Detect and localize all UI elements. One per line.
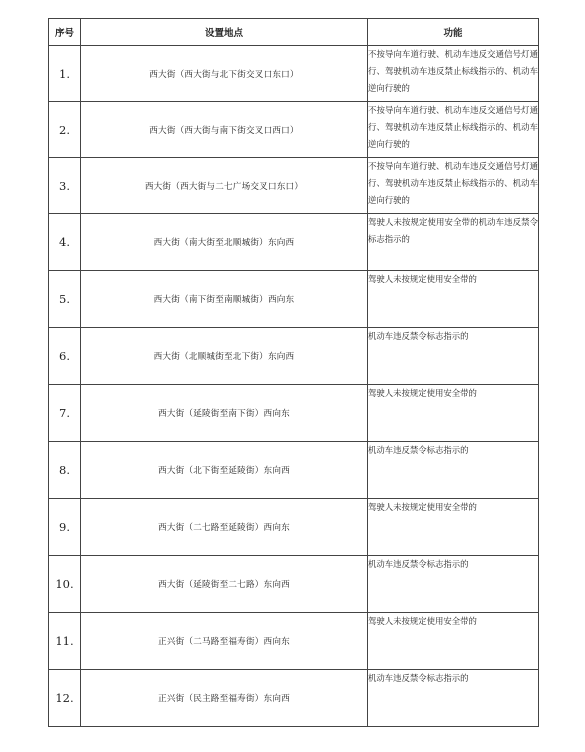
row-index: 10. xyxy=(49,556,81,613)
row-index: 2. xyxy=(49,102,81,158)
row-function: 不按导向车道行驶、机动车违反交通信号灯通行、驾驶机动车违反禁止标线指示的、机动车逆向行驶的 xyxy=(368,102,539,158)
header-function: 功能 xyxy=(368,19,539,46)
row-location: 正兴街（二马路至福寿街）西向东 xyxy=(81,613,368,670)
row-function: 机动车违反禁令标志指示的 xyxy=(368,442,539,499)
row-function: 驾驶人未按规定使用安全带的 xyxy=(368,385,539,442)
row-function: 驾驶人未按规定使用安全带的机动车违反禁令标志指示的 xyxy=(368,214,539,271)
row-function: 驾驶人未按规定使用安全带的 xyxy=(368,613,539,670)
row-function: 驾驶人未按规定使用安全带的 xyxy=(368,499,539,556)
header-index: 序号 xyxy=(49,19,81,46)
row-index: 4. xyxy=(49,214,81,271)
row-location: 西大街（北顺城街至北下街）东向西 xyxy=(81,328,368,385)
document-page xyxy=(48,18,538,727)
row-index: 3. xyxy=(49,158,81,214)
row-index: 12. xyxy=(49,670,81,727)
table-row xyxy=(49,499,539,556)
row-location: 西大街（西大街与北下街交叉口东口） xyxy=(81,46,368,102)
row-function: 机动车违反禁令标志指示的 xyxy=(368,670,539,727)
row-location: 西大街（北下街至延陵街）东向西 xyxy=(81,442,368,499)
row-location: 正兴街（民主路至福寿街）东向西 xyxy=(81,670,368,727)
row-index: 8. xyxy=(49,442,81,499)
row-function: 驾驶人未按规定使用安全带的 xyxy=(368,271,539,328)
row-function: 不按导向车道行驶、机动车违反交通信号灯通行、驾驶机动车违反禁止标线指示的、机动车逆向行驶的 xyxy=(368,46,539,102)
table-row xyxy=(49,271,539,328)
table-header-row xyxy=(49,19,539,46)
row-location: 西大街（南下街至南顺城街）西向东 xyxy=(81,271,368,328)
table-row xyxy=(49,442,539,499)
table-row xyxy=(49,214,539,271)
row-index: 9. xyxy=(49,499,81,556)
table-row xyxy=(49,613,539,670)
row-index: 7. xyxy=(49,385,81,442)
row-location: 西大街（南大街至北顺城街）东向西 xyxy=(81,214,368,271)
row-function: 不按导向车道行驶、机动车违反交通信号灯通行、驾驶机动车违反禁止标线指示的、机动车逆向行驶的 xyxy=(368,158,539,214)
table-row xyxy=(49,670,539,727)
row-index: 11. xyxy=(49,613,81,670)
row-index: 1. xyxy=(49,46,81,102)
row-location: 西大街（西大街与南下街交叉口西口） xyxy=(81,102,368,158)
row-index: 5. xyxy=(49,271,81,328)
table-row xyxy=(49,328,539,385)
row-location: 西大街（延陵街至二七路）东向西 xyxy=(81,556,368,613)
header-location: 设置地点 xyxy=(81,19,368,46)
row-function: 机动车违反禁令标志指示的 xyxy=(368,328,539,385)
row-location: 西大街（西大街与二七广场交叉口东口） xyxy=(81,158,368,214)
table-row xyxy=(49,385,539,442)
row-location: 西大街（二七路至延陵街）西向东 xyxy=(81,499,368,556)
table-row xyxy=(49,556,539,613)
table-row xyxy=(49,158,539,214)
table-row xyxy=(49,102,539,158)
row-index: 6. xyxy=(49,328,81,385)
row-location: 西大街（延陵街至南下街）西向东 xyxy=(81,385,368,442)
table-row xyxy=(49,46,539,102)
camera-location-table xyxy=(48,18,539,727)
row-function: 机动车违反禁令标志指示的 xyxy=(368,556,539,613)
